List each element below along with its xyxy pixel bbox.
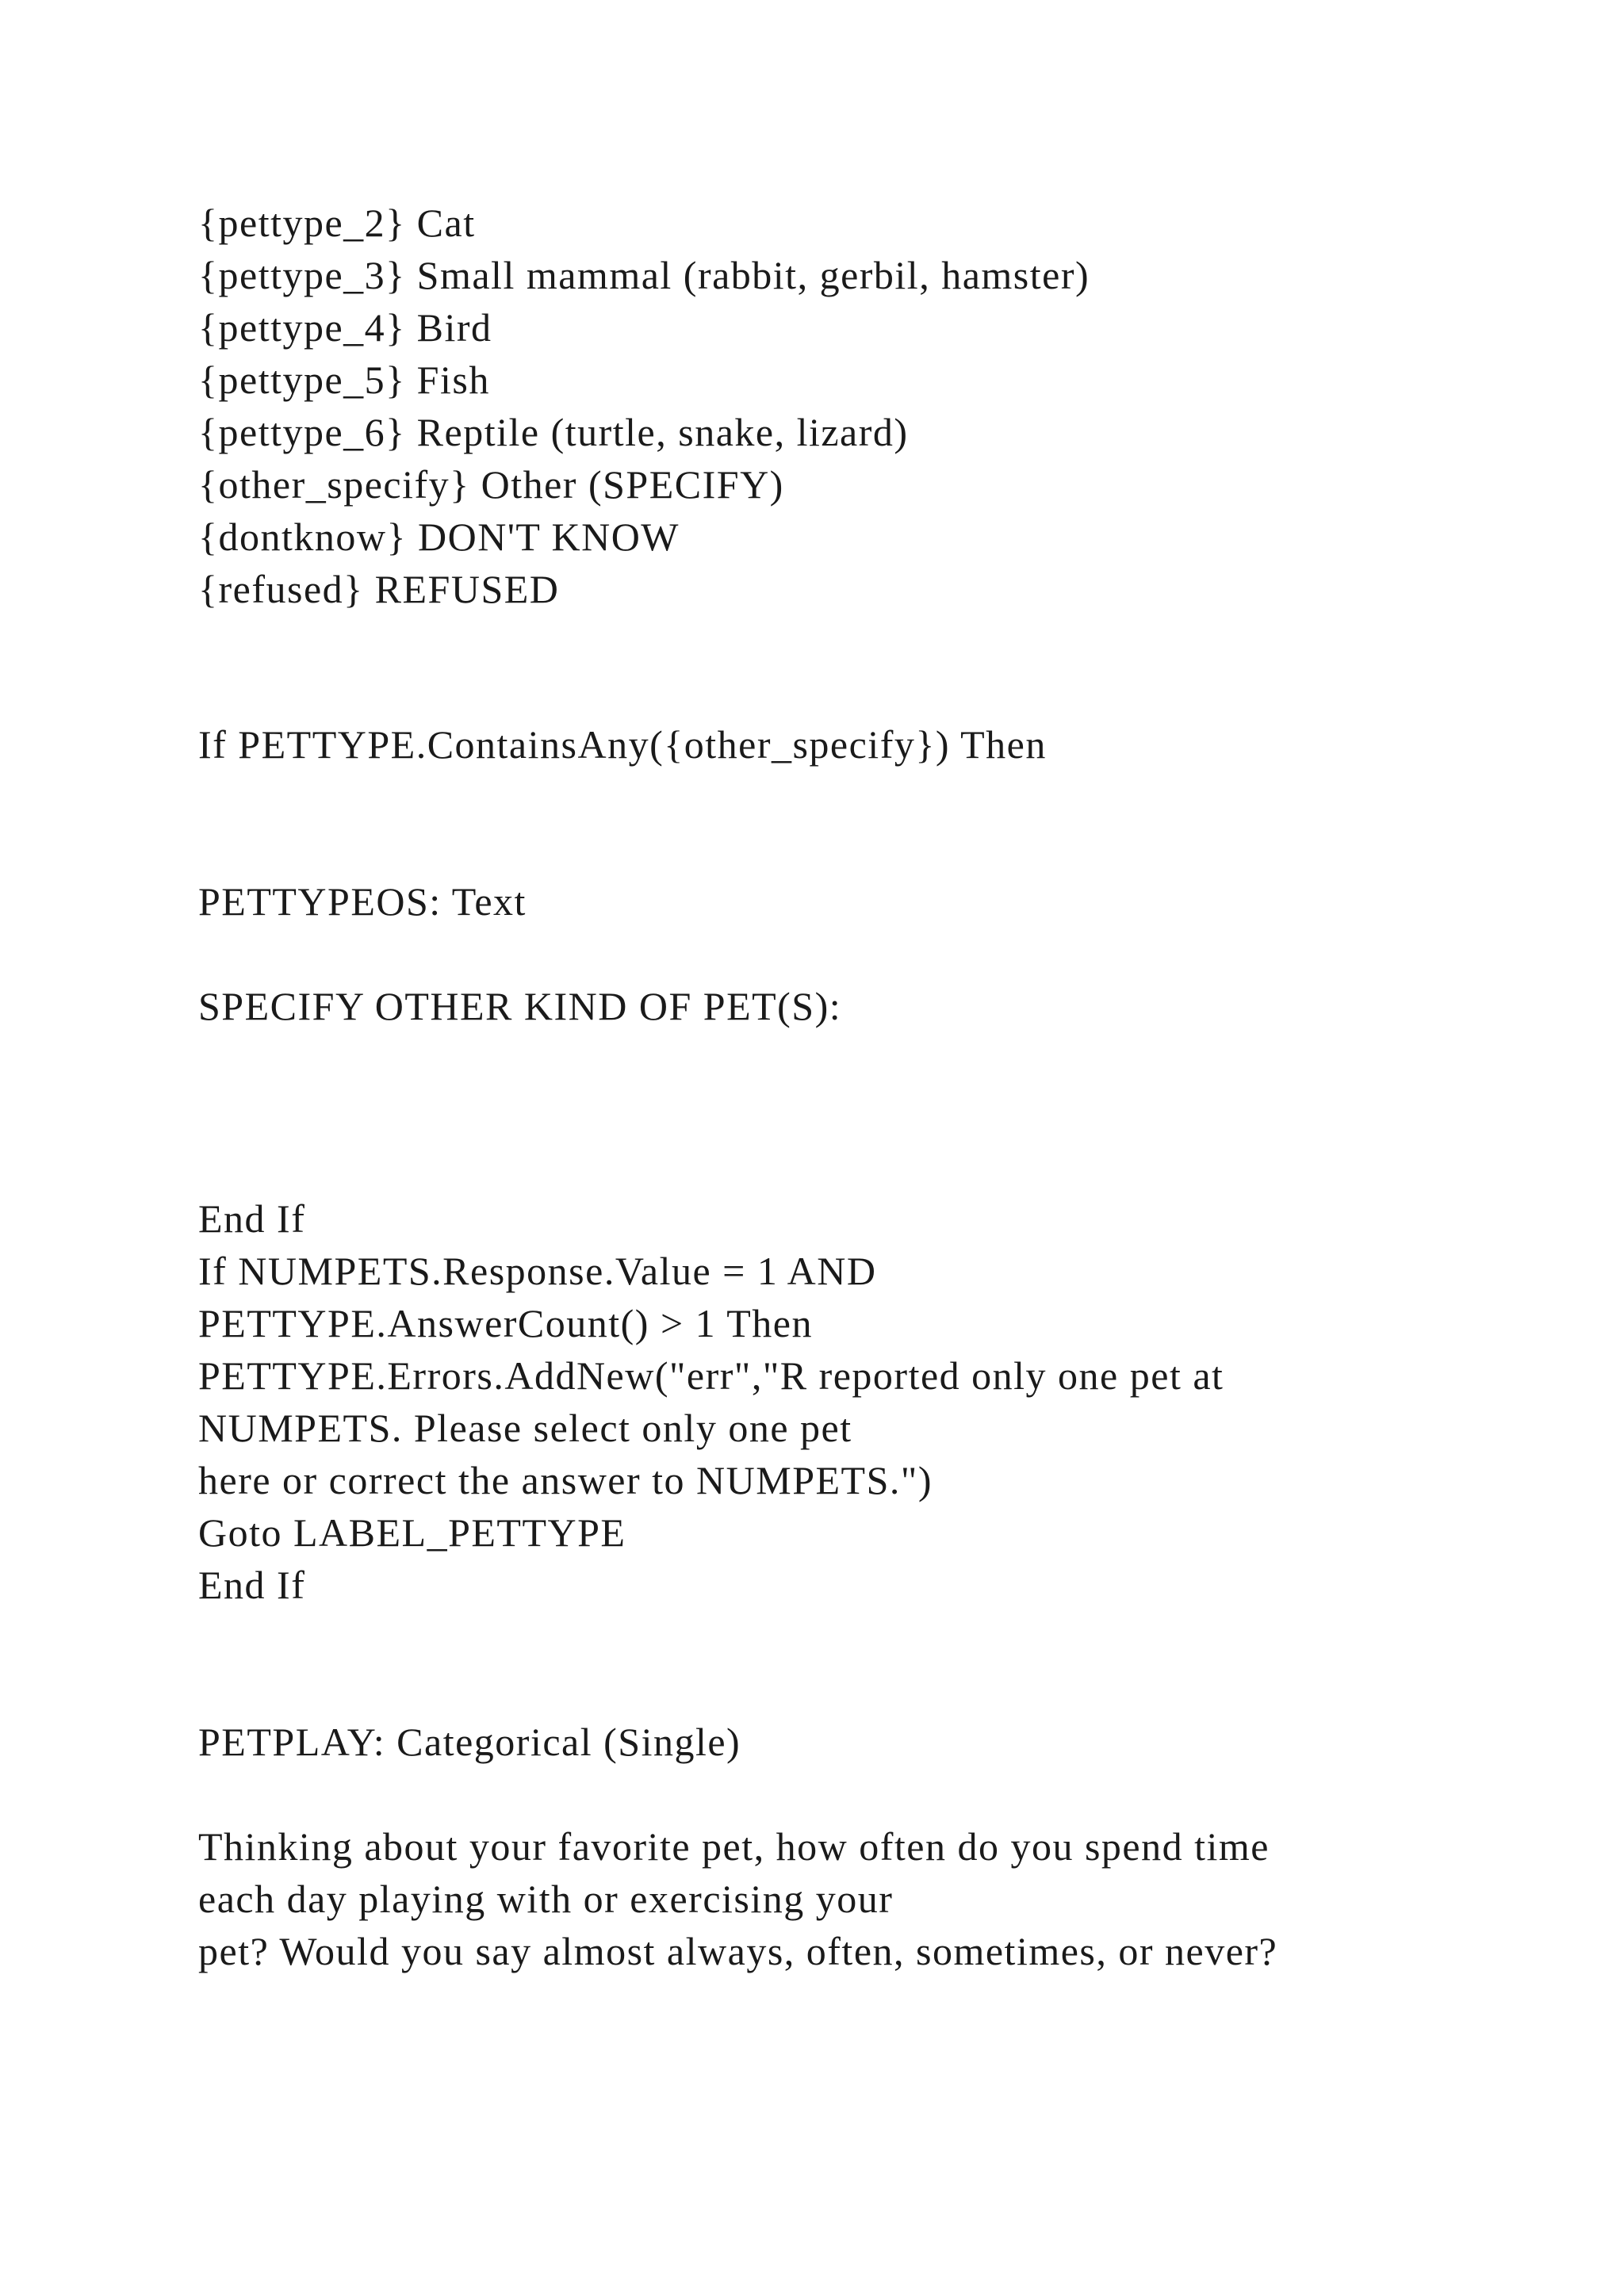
petplay-heading: PETPLAY: Categorical (Single) — [198, 1720, 741, 1764]
option-pettype-3: {pettype_3} Small mammal (rabbit, gerbil, hamster) — [198, 253, 1090, 297]
end-if-1: End If — [198, 1196, 306, 1241]
option-dontknow: {dontknow} DON'T KNOW — [198, 515, 680, 559]
option-pettype-4: {pettype_4} Bird — [198, 305, 492, 350]
if-contains-other: If PETTYPE.ContainsAny({other_specify}) Then — [198, 722, 1047, 767]
option-pettype-6: {pettype_6} Reptile (turtle, snake, lizard) — [198, 410, 909, 454]
errors-message-line-2: NUMPETS. Please select only one pet — [198, 1406, 852, 1450]
option-pettype-2: {pettype_2} Cat — [198, 201, 476, 245]
option-refused: {refused} REFUSED — [198, 567, 560, 611]
end-if-2: End If — [198, 1563, 306, 1607]
petplay-question-2: each day playing with or exercising your — [198, 1877, 894, 1921]
pettypeos-heading: PETTYPEOS: Text — [198, 879, 527, 924]
errors-message-line-3: here or correct the answer to NUMPETS.") — [198, 1458, 933, 1502]
petplay-question-1: Thinking about your favorite pet, how often do you spend time — [198, 1824, 1270, 1869]
option-pettype-5: {pettype_5} Fish — [198, 358, 490, 402]
option-other-specify: {other_specify} Other (SPECIFY) — [198, 462, 784, 507]
answer-count-check: PETTYPE.AnswerCount() > 1 Then — [198, 1301, 813, 1345]
if-numpets: If NUMPETS.Response.Value = 1 AND — [198, 1249, 877, 1293]
petplay-question-3: pet? Would you say almost always, often, sometimes, or never? — [198, 1929, 1278, 1973]
pettypeos-prompt: SPECIFY OTHER KIND OF PET(S): — [198, 984, 842, 1028]
errors-addnew: PETTYPE.Errors.AddNew("err","R reported only one pet at — [198, 1353, 1224, 1398]
goto-label: Goto LABEL_PETTYPE — [198, 1510, 626, 1555]
